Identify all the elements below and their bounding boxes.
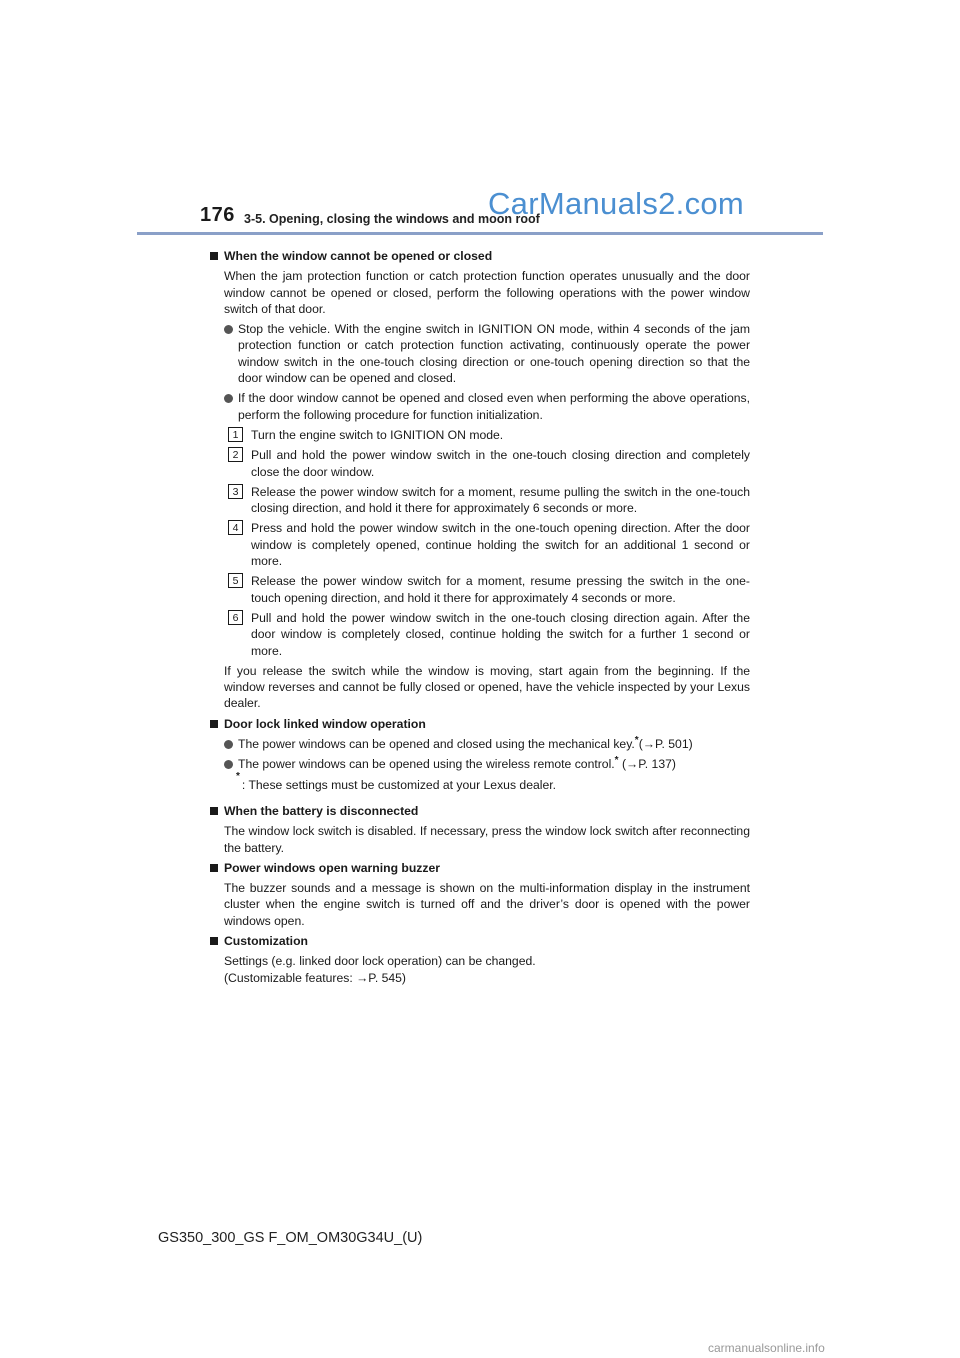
- step-item: 4 Press and hold the power window switch in the one-touch opening direction. After the door window is completely opened, continue holding the switch for an additional 1 second or more.: [228, 520, 750, 569]
- circle-bullet-icon: [224, 760, 233, 769]
- paragraph-customization: Settings (e.g. linked door lock operation) can be changed. (Customizable features: →P. 545): [224, 954, 536, 985]
- bullet-wireless-remote: The power windows can be opened using the wireless remote control.* (→P. 137): [210, 756, 750, 772]
- paragraph-outro: If you release the switch while the window is moving, start again from the beginning. If the window reverses and cannot be fully closed or opened, have the vehicle inspected by your Lexus dealer.: [224, 663, 750, 711]
- step-number: 1: [228, 427, 243, 442]
- step-number: 4: [228, 520, 243, 535]
- heading-cannot-open: When the window cannot be opened or closed: [210, 248, 750, 264]
- watermark-logo: CarManuals2.com: [488, 186, 745, 221]
- page-content: [210, 244, 750, 986]
- step-number: 2: [228, 447, 243, 462]
- bullet-stop-vehicle: Stop the vehicle. With the engine switch in IGNITION ON mode, within 4 seconds of the jam protection function or catch protection function activating, continuously operate the power window switch in the one-touch closing direction or one-touch opening direction so that the door window can be opened and closed.: [210, 321, 750, 386]
- step-number: 5: [228, 573, 243, 588]
- square-bullet-icon: [210, 937, 218, 945]
- square-bullet-icon: [210, 252, 218, 260]
- document-code: GS350_300_GS F_OM_OM30G34U_(U): [158, 1230, 423, 1246]
- step-number: 6: [228, 610, 243, 625]
- heading-door-lock: Door lock linked window operation: [210, 716, 750, 732]
- circle-bullet-icon: [224, 394, 233, 403]
- paragraph-battery: The window lock switch is disabled. If necessary, press the window lock switch after reconnecting the battery.: [224, 824, 750, 855]
- bullet-initialization: If the door window cannot be opened and closed even when performing the above operations, perform the following procedure for function initialization.: [210, 390, 750, 423]
- watermark-footer: carmanualsonline.info: [708, 1341, 825, 1355]
- heading-battery: When the battery is disconnected: [210, 803, 750, 819]
- heading-buzzer: Power windows open warning buzzer: [210, 860, 750, 876]
- section-title: 3-5. Opening, closing the windows and moon roof: [244, 212, 540, 226]
- square-bullet-icon: [210, 720, 218, 728]
- heading-customization: Customization: [210, 933, 750, 949]
- step-number: 3: [228, 484, 243, 499]
- step-item: 3 Release the power window switch for a moment, resume pulling the switch in the one-touch closing direction, and hold it there for approximately 6 seconds or more.: [228, 484, 750, 517]
- step-item: 1 Turn the engine switch to IGNITION ON mode.: [228, 427, 750, 443]
- step-item: 5 Release the power window switch for a moment, resume pressing the switch in the one-touch opening direction, and hold it there for approximately 4 seconds or more.: [228, 573, 750, 606]
- circle-bullet-icon: [224, 325, 233, 334]
- circle-bullet-icon: [224, 740, 233, 749]
- bullet-mechanical-key: The power windows can be opened and closed using the mechanical key.*(→P. 501): [210, 736, 750, 752]
- square-bullet-icon: [210, 807, 218, 815]
- step-item: 6 Pull and hold the power window switch in the one-touch closing direction again. After the door window is completely closed, continue holding the switch for a further 1 second or more.: [228, 610, 750, 659]
- step-item: 2 Pull and hold the power window switch in the one-touch closing direction and completely close the door window.: [228, 447, 750, 480]
- page-number: 176: [200, 204, 235, 226]
- paragraph-buzzer: The buzzer sounds and a message is shown on the multi-information display in the instrument cluster when the engine switch is turned off and the driver’s door is opened with the power windows open.: [224, 881, 750, 928]
- footnote: * : These settings must be customized at your Lexus dealer.: [236, 770, 557, 792]
- paragraph-intro: When the jam protection function or catch protection function operates unusually and the door window cannot be opened or closed, perform the following operations with the power window switch of that door.: [224, 269, 750, 316]
- header-rule: [137, 232, 823, 235]
- step-list: [210, 427, 750, 659]
- square-bullet-icon: [210, 864, 218, 872]
